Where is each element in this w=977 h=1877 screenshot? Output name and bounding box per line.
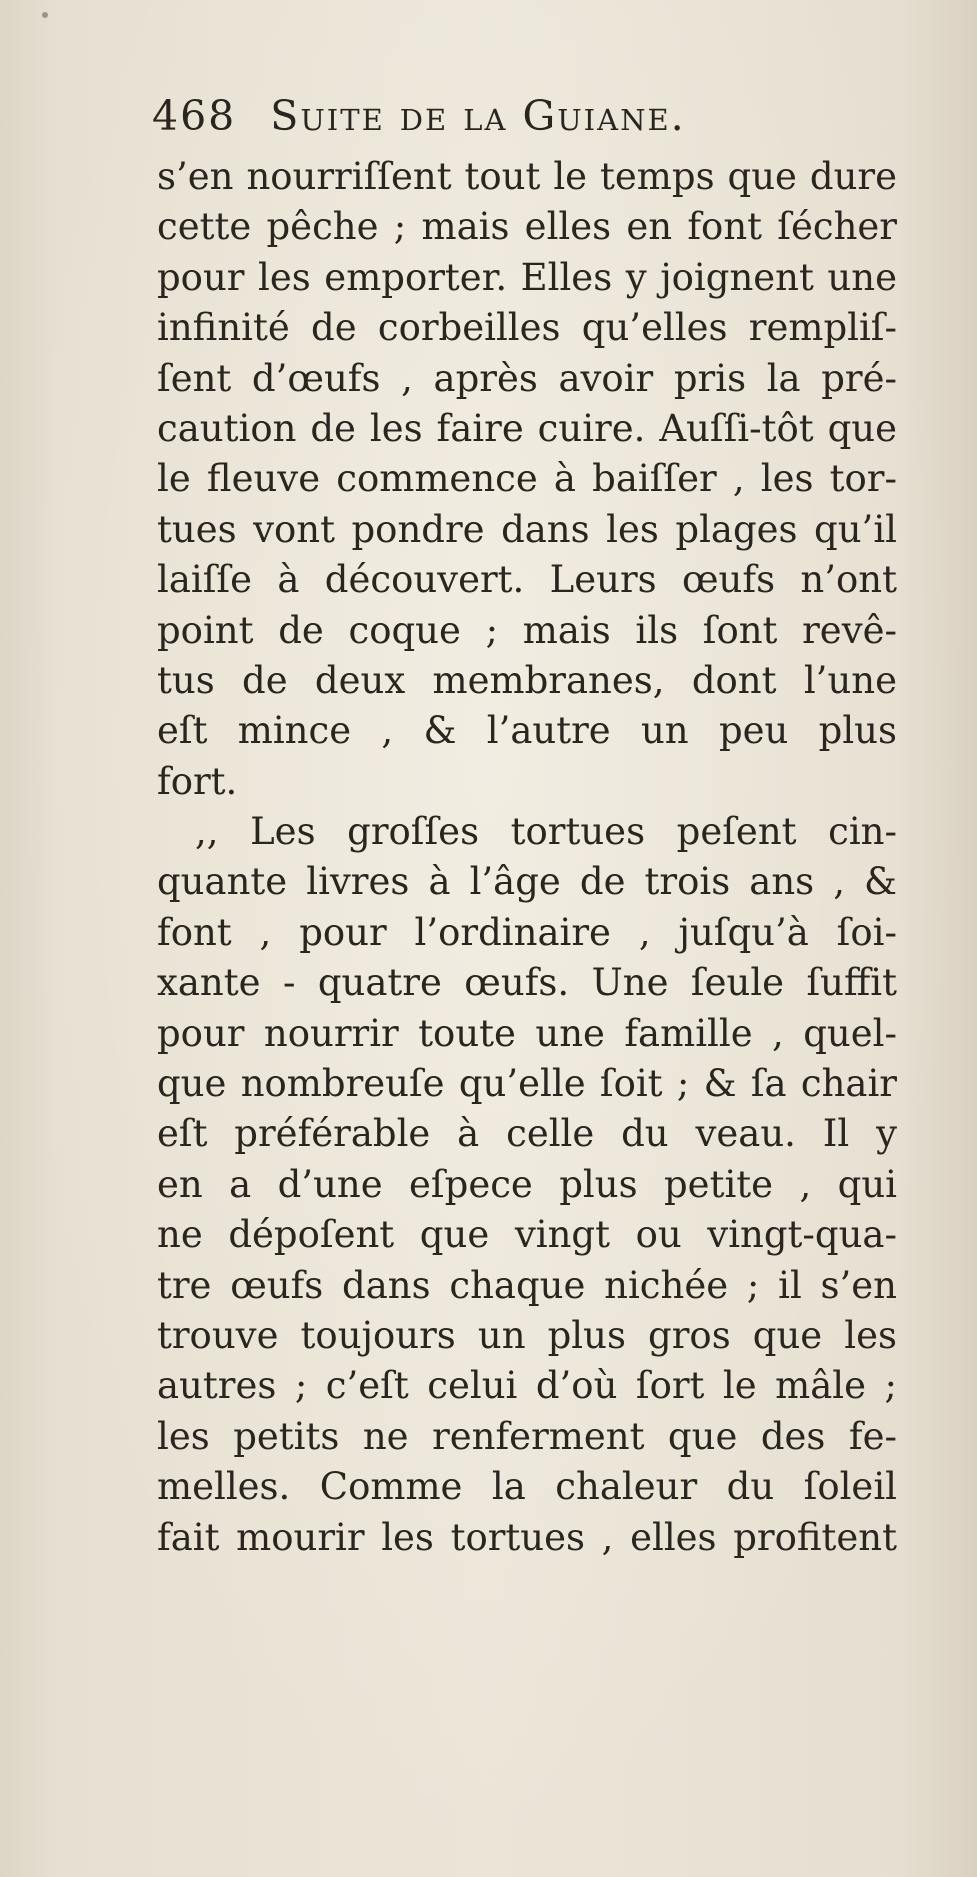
text-line: font , pour l’ordinaire , juſqu’à ſoi- <box>157 910 897 954</box>
text-line: quante livres à l’âge de trois ans , & <box>157 860 897 904</box>
text-line: le fleuve commence à baiſſer , les tor- <box>157 457 897 501</box>
text-line: point de coque ; mais ils ſont revê- <box>157 608 897 652</box>
text-line: ,, Les groſſes tortues peſent cin- <box>195 810 897 854</box>
page-header <box>152 92 912 140</box>
text-line: tus de deux membranes, dont l’une <box>157 658 897 702</box>
text-line: cette pêche ; mais elles en font ſécher <box>157 205 897 249</box>
text-line: eſt préférable à celle du veau. Il y <box>157 1112 897 1156</box>
text-line: ſent d’œufs , après avoir pris la pré- <box>157 356 897 400</box>
text-line: pour nourrir toute une famille , quel- <box>157 1011 897 1055</box>
text-line: que nombreuſe qu’elle ſoit ; & ſa chair <box>157 1062 897 1106</box>
text-line: infinité de corbeilles qu’elles rempliſ- <box>157 306 897 350</box>
text-line: caution de les faire cuire. Auſſi-tôt que <box>157 406 897 450</box>
running-title: Suite de la Guiane. <box>270 92 686 140</box>
text-line: xante - quatre œufs. Une ſeule ſuffit <box>157 961 897 1005</box>
text-line: pour les emporter. Elles y joignent une <box>157 255 897 299</box>
text-line: s’en nourriſſent tout le temps que dure <box>157 155 897 198</box>
text-line: tre œufs dans chaque nichée ; il s’en <box>157 1263 897 1307</box>
text-line: les petits ne renferment que des fe- <box>157 1414 897 1458</box>
text-line: eſt mince , & l’autre un peu plus <box>157 709 897 753</box>
text-line: laiſſe à découvert. Leurs œufs n’ont <box>157 558 897 602</box>
text-line: trouve toujours un plus gros que les <box>157 1313 897 1357</box>
text-line: autres ; c’eſt celui d’où ſort le mâle ; <box>157 1364 897 1408</box>
text-line: melles. Comme la chaleur du ſoleil <box>157 1465 897 1509</box>
ink-speck <box>42 12 48 18</box>
text-line: en a d’une eſpece plus petite , qui <box>157 1162 897 1206</box>
text-line: tues vont pondre dans les plages qu’il <box>157 507 897 551</box>
text-line: fort. <box>157 759 238 803</box>
page-number: 468 <box>152 92 237 140</box>
text-line: fait mourir les tortues , elles profitent <box>157 1515 897 1559</box>
text-line: ne dépoſent que vingt ou vingt-qua- <box>157 1213 897 1257</box>
body-text <box>157 152 897 1563</box>
